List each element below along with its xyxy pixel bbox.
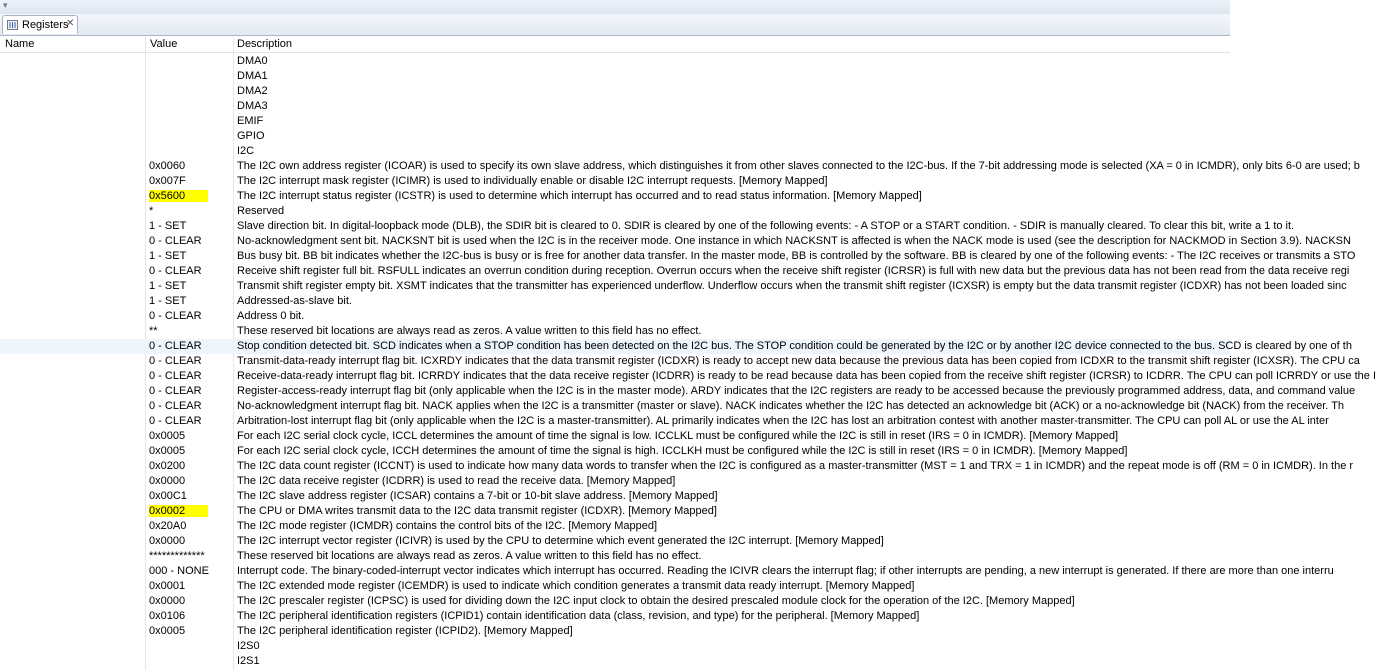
register-row-icstr[interactable] xyxy=(0,189,1230,204)
register-row-emif[interactable] xyxy=(0,114,1230,129)
value-cell[interactable] xyxy=(149,624,233,639)
title-bar xyxy=(0,0,1230,15)
register-row-aas[interactable] xyxy=(0,294,1230,309)
value-cell[interactable] xyxy=(149,549,233,564)
register-value: 0x0001 xyxy=(149,580,186,592)
register-value: 0x0200 xyxy=(149,460,186,472)
column-value-header[interactable]: Value xyxy=(150,38,178,50)
register-row-rsfull[interactable] xyxy=(0,264,1350,279)
register-row-icoar[interactable] xyxy=(0,159,1360,174)
value-cell[interactable] xyxy=(149,429,233,444)
register-description: Stop condition detected bit. SCD indicates when a STOP condition has been detected on the I2C bus. The STOP condition could be generated by the I2C or by another I2C device connected to the bus. SCD is cleared by one of th xyxy=(237,340,1352,352)
value-cell[interactable] xyxy=(149,534,233,549)
register-value: 0x0000 xyxy=(149,595,186,607)
register-description: DMA1 xyxy=(237,70,268,82)
tab-registers[interactable] xyxy=(2,15,78,34)
register-value: ************* xyxy=(149,550,205,562)
register-row-iccnt[interactable] xyxy=(0,459,1354,474)
register-description: DMA2 xyxy=(237,85,268,97)
register-value: 1 - SET xyxy=(149,250,187,262)
register-value: 0x0005 xyxy=(149,445,186,457)
value-cell[interactable] xyxy=(149,579,233,594)
register-value: 0 - CLEAR xyxy=(149,355,202,367)
register-value: 0 - CLEAR xyxy=(149,415,202,427)
view-menu-icon[interactable]: ▾ xyxy=(3,0,8,10)
value-cell[interactable] xyxy=(149,504,233,519)
register-value: 1 - SET xyxy=(149,280,187,292)
register-value: 0 - CLEAR xyxy=(149,310,202,322)
value-cell[interactable] xyxy=(149,339,233,354)
register-description: The I2C mode register (ICMDR) contains the control bits of the I2C. [Memory Mapped] xyxy=(237,520,657,532)
value-cell[interactable] xyxy=(149,414,233,429)
register-description: I2C xyxy=(237,145,255,157)
register-row-icivr[interactable] xyxy=(0,534,1230,549)
column-description-header[interactable]: Description xyxy=(237,38,293,50)
register-description: These reserved bit locations are always read as zeros. A value written to this field has no effect. xyxy=(237,550,702,562)
register-row-icclkh[interactable] xyxy=(0,444,1230,459)
register-description: The I2C peripheral identification registers (ICPID1) contain identification data (class, revision, and type) for the peripheral. [Memory Mapped] xyxy=(237,610,920,622)
register-row-xsmt[interactable] xyxy=(0,279,1347,294)
register-value: 0x0002 xyxy=(149,505,208,517)
register-row-dma0[interactable] xyxy=(0,54,1230,69)
register-value: 0x0000 xyxy=(149,475,186,487)
value-cell[interactable] xyxy=(149,459,233,474)
value-cell[interactable] xyxy=(149,594,233,609)
register-value: 1 - SET xyxy=(149,295,187,307)
register-row-i2s0[interactable] xyxy=(0,639,1230,654)
register-value: * xyxy=(149,205,154,217)
register-description: Register-access-ready interrupt flag bit (only applicable when the I2C is in the master mode). ARDY indicates that the I2C registers are ready to be accessed because the previously programmed address, data, and command value xyxy=(237,385,1356,397)
register-row-resv-1[interactable] xyxy=(0,204,1230,219)
registers-icon xyxy=(7,20,18,30)
register-row-intcode[interactable] xyxy=(0,564,1334,579)
register-value: ** xyxy=(149,325,158,337)
register-row-icclkl[interactable] xyxy=(0,429,1230,444)
register-row-dma2[interactable] xyxy=(0,84,1230,99)
register-row-ad0[interactable] xyxy=(0,309,1230,324)
register-row-icpid2[interactable] xyxy=(0,624,1230,639)
register-row-sdir[interactable] xyxy=(0,219,1295,234)
register-row-scd[interactable] xyxy=(0,339,1352,354)
register-value: 0x0005 xyxy=(149,625,186,637)
value-cell[interactable] xyxy=(149,204,233,219)
register-description: Addressed-as-slave bit. xyxy=(237,295,352,307)
register-value: 0 - CLEAR xyxy=(149,370,202,382)
register-row-resv-9[interactable] xyxy=(0,324,1230,339)
register-description: The I2C own address register (ICOAR) is used to specify its own slave address, which distinguishes it from other slaves connected to the I2C-bus. If the 7-bit addressing mode is selected (XA = 0 in ICMDR), only bits 6-0 are used; b xyxy=(237,160,1360,172)
value-cell[interactable] xyxy=(149,564,233,579)
register-description: I2S0 xyxy=(237,640,260,652)
register-value: 0 - CLEAR xyxy=(149,340,202,352)
register-description: These reserved bit locations are always read as zeros. A value written to this field has no effect. xyxy=(237,325,702,337)
register-row-ardy[interactable] xyxy=(0,384,1356,399)
register-value: 0x0060 xyxy=(149,160,186,172)
register-row-icpid1[interactable] xyxy=(0,609,1230,624)
register-description: Arbitration-lost interrupt flag bit (only applicable when the I2C is a master-transmitter). AL primarily indicates when the I2C has lost an arbitration contest with another master-transmitter. The CPU can poll AL or use the AL inter xyxy=(237,415,1329,427)
register-description: Interrupt code. The binary-coded-interrupt vector indicates which interrupt has occurred. Reading the ICIVR clears the interrupt flag; if other interrupts are pending, a new interrupt is generated. If there are more than one interru xyxy=(237,565,1334,577)
register-value: 0 - CLEAR xyxy=(149,265,202,277)
register-value: 0 - CLEAR xyxy=(149,400,202,412)
register-row-dma1[interactable] xyxy=(0,69,1230,84)
register-row-i2c[interactable] xyxy=(0,144,1230,159)
value-cell[interactable] xyxy=(149,189,233,204)
register-row-icimr[interactable] xyxy=(0,174,1230,189)
register-row-icpsc[interactable] xyxy=(0,594,1230,609)
register-description: The I2C interrupt status register (ICSTR) is used to determine which interrupt has occurred and to read status information. [Memory Mapped] xyxy=(237,190,922,202)
column-name-header[interactable]: Name xyxy=(5,38,35,50)
value-cell[interactable] xyxy=(149,609,233,624)
register-value: 0x20A0 xyxy=(149,520,187,532)
register-description: The I2C interrupt mask register (ICIMR) is used to individually enable or disable I2C interrupt requests. [Memory Mapped] xyxy=(237,175,828,187)
register-description: The I2C data count register (ICCNT) is used to indicate how many data words to transfer when the I2C is configured as a master-transmitter (MST = 1 and TRX = 1 in ICMDR) and the repeat mode is off (RM = 0 in ICMDR). In the r xyxy=(237,460,1354,472)
value-cell[interactable] xyxy=(149,489,233,504)
value-cell[interactable] xyxy=(149,354,233,369)
register-row-i2s1[interactable] xyxy=(0,654,1230,669)
register-tree xyxy=(0,54,1376,669)
value-cell[interactable] xyxy=(149,279,233,294)
register-description: The I2C data receive register (ICDRR) is used to read the receive data. [Memory Mapped] xyxy=(237,475,676,487)
register-description: The I2C prescaler register (ICPSC) is used for dividing down the I2C input clock to obtain the desired prescaled module clock for the operation of the I2C. [Memory Mapped] xyxy=(237,595,1075,607)
value-cell[interactable] xyxy=(149,474,233,489)
value-cell[interactable] xyxy=(149,294,233,309)
register-description: GPIO xyxy=(237,130,265,142)
register-row-gpio[interactable] xyxy=(0,129,1230,144)
tab-label: Registers xyxy=(22,19,69,31)
value-cell[interactable] xyxy=(149,264,233,279)
column-header xyxy=(0,37,1230,53)
register-description: The I2C extended mode register (ICEMDR) is used to indicate which condition generates a transmit data ready interrupt. [Memory Mapped] xyxy=(237,580,915,592)
value-cell[interactable] xyxy=(149,234,233,249)
register-value: 0x0005 xyxy=(149,430,186,442)
value-cell[interactable] xyxy=(149,444,233,459)
value-cell[interactable] xyxy=(149,369,233,384)
register-value: 0 - CLEAR xyxy=(149,385,202,397)
register-description: The I2C slave address register (ICSAR) contains a 7-bit or 10-bit slave address. [Memory Mapped] xyxy=(237,490,718,502)
close-icon[interactable]: ✕ xyxy=(66,18,75,29)
register-value: 0x0106 xyxy=(149,610,186,622)
register-value: 0x00C1 xyxy=(149,490,187,502)
register-row-resv-1[interactable] xyxy=(0,549,1230,564)
value-cell[interactable] xyxy=(149,384,233,399)
register-row-icdrr[interactable] xyxy=(0,474,1230,489)
register-description: Receive-data-ready interrupt flag bit. ICRRDY indicates that the data receive register (ICDRR) is ready to be read because data has been copied from the receive shift register (ICRSR) to ICDRR. The CPU can poll ICRRDY or use the I xyxy=(237,370,1376,382)
value-cell[interactable] xyxy=(149,324,233,339)
register-row-icxrdy[interactable] xyxy=(0,354,1360,369)
register-row-icsar[interactable] xyxy=(0,489,1230,504)
register-row-icrrdy[interactable] xyxy=(0,369,1376,384)
value-cell[interactable] xyxy=(149,309,233,324)
register-value: 0 - CLEAR xyxy=(149,235,202,247)
register-description: I2S1 xyxy=(237,655,260,667)
register-description: Transmit-data-ready interrupt flag bit. ICXRDY indicates that the data transmit register (ICDXR) is ready to accept new data because the previous data has been copied from ICDXR to the transmit shift register (ICXSR). The CPU ca xyxy=(237,355,1360,367)
register-row-nacksnt[interactable] xyxy=(0,234,1351,249)
value-cell[interactable] xyxy=(149,399,233,414)
register-description: No-acknowledgment sent bit. NACKSNT bit is used when the I2C is in the receiver mode. One instance in which NACKSNT is affected is when the NACK mode is used (see the description for NACKMOD in Section 3.9). NACKSN xyxy=(237,235,1351,247)
register-description: No-acknowledgment interrupt flag bit. NACK applies when the I2C is a transmitter (master or slave). NACK indicates whether the I2C has detected an acknowledge bit (ACK) or a no-acknowledge bit (NACK) from the receiver. Th xyxy=(237,400,1345,412)
register-row-bb[interactable] xyxy=(0,249,1356,264)
register-description: The I2C peripheral identification register (ICPID2). [Memory Mapped] xyxy=(237,625,573,637)
value-cell[interactable] xyxy=(149,174,233,189)
register-value: 0x0000 xyxy=(149,535,186,547)
register-description: Bus busy bit. BB bit indicates whether the I2C-bus is busy or is free for another data transfer. In the master mode, BB is controlled by the software. BB is cleared by one of the following events: - The I2C receives or transmits a STO xyxy=(237,250,1356,262)
value-cell[interactable] xyxy=(149,219,233,234)
register-row-nack[interactable] xyxy=(0,399,1345,414)
register-description: Receive shift register full bit. RSFULL indicates an overrun condition during reception. Overrun occurs when the receive shift register (ICRSR) is full with new data but the previous data has not been read from the data receive regi xyxy=(237,265,1350,277)
register-description: For each I2C serial clock cycle, ICCH determines the amount of time the signal is high. ICCLKH must be configured while the I2C is still in reset (IRS = 0 in ICMDR). [Memory Mapped] xyxy=(237,445,1128,457)
register-row-icemdr[interactable] xyxy=(0,579,1230,594)
register-row-al[interactable] xyxy=(0,414,1329,429)
value-cell[interactable] xyxy=(149,519,233,534)
register-row-icmdr[interactable] xyxy=(0,519,1230,534)
value-cell[interactable] xyxy=(149,159,233,174)
register-description: The CPU or DMA writes transmit data to the I2C data transmit register (ICDXR). [Memory Mapped] xyxy=(237,505,717,517)
register-value: 1 - SET xyxy=(149,220,187,232)
register-value: 0x007F xyxy=(149,175,186,187)
register-description: DMA3 xyxy=(237,100,268,112)
register-description: Reserved xyxy=(237,205,285,217)
register-description: EMIF xyxy=(237,115,264,127)
register-description: Slave direction bit. In digital-loopback mode (DLB), the SDIR bit is cleared to 0. SDIR is cleared by one of the following events: - A STOP or a START condition. - SDIR is manually cleared. To clear this bit, write a 1 to it. xyxy=(237,220,1295,232)
view-tab-strip xyxy=(0,14,1230,36)
register-description: For each I2C serial clock cycle, ICCL determines the amount of time the signal is low. ICCLKL must be configured while the I2C is still in reset (IRS = 0 in ICMDR). [Memory Mapped] xyxy=(237,430,1119,442)
register-description: The I2C interrupt vector register (ICIVR) is used by the CPU to determine which event generated the I2C interrupt. [Memory Mapped] xyxy=(237,535,884,547)
register-description: Transmit shift register empty bit. XSMT indicates that the transmitter has experienced underflow. Underflow occurs when the transmit shift register (ICXSR) is empty but the data transmit register (ICDXR) has not been loaded sinc xyxy=(237,280,1347,292)
register-value: 0x5600 xyxy=(149,190,208,202)
value-cell[interactable] xyxy=(149,249,233,264)
register-row-icdxr[interactable] xyxy=(0,504,1230,519)
register-description: Address 0 bit. xyxy=(237,310,305,322)
register-row-dma3[interactable] xyxy=(0,99,1230,114)
register-description: DMA0 xyxy=(237,55,268,67)
register-value: 000 - NONE xyxy=(149,565,209,577)
